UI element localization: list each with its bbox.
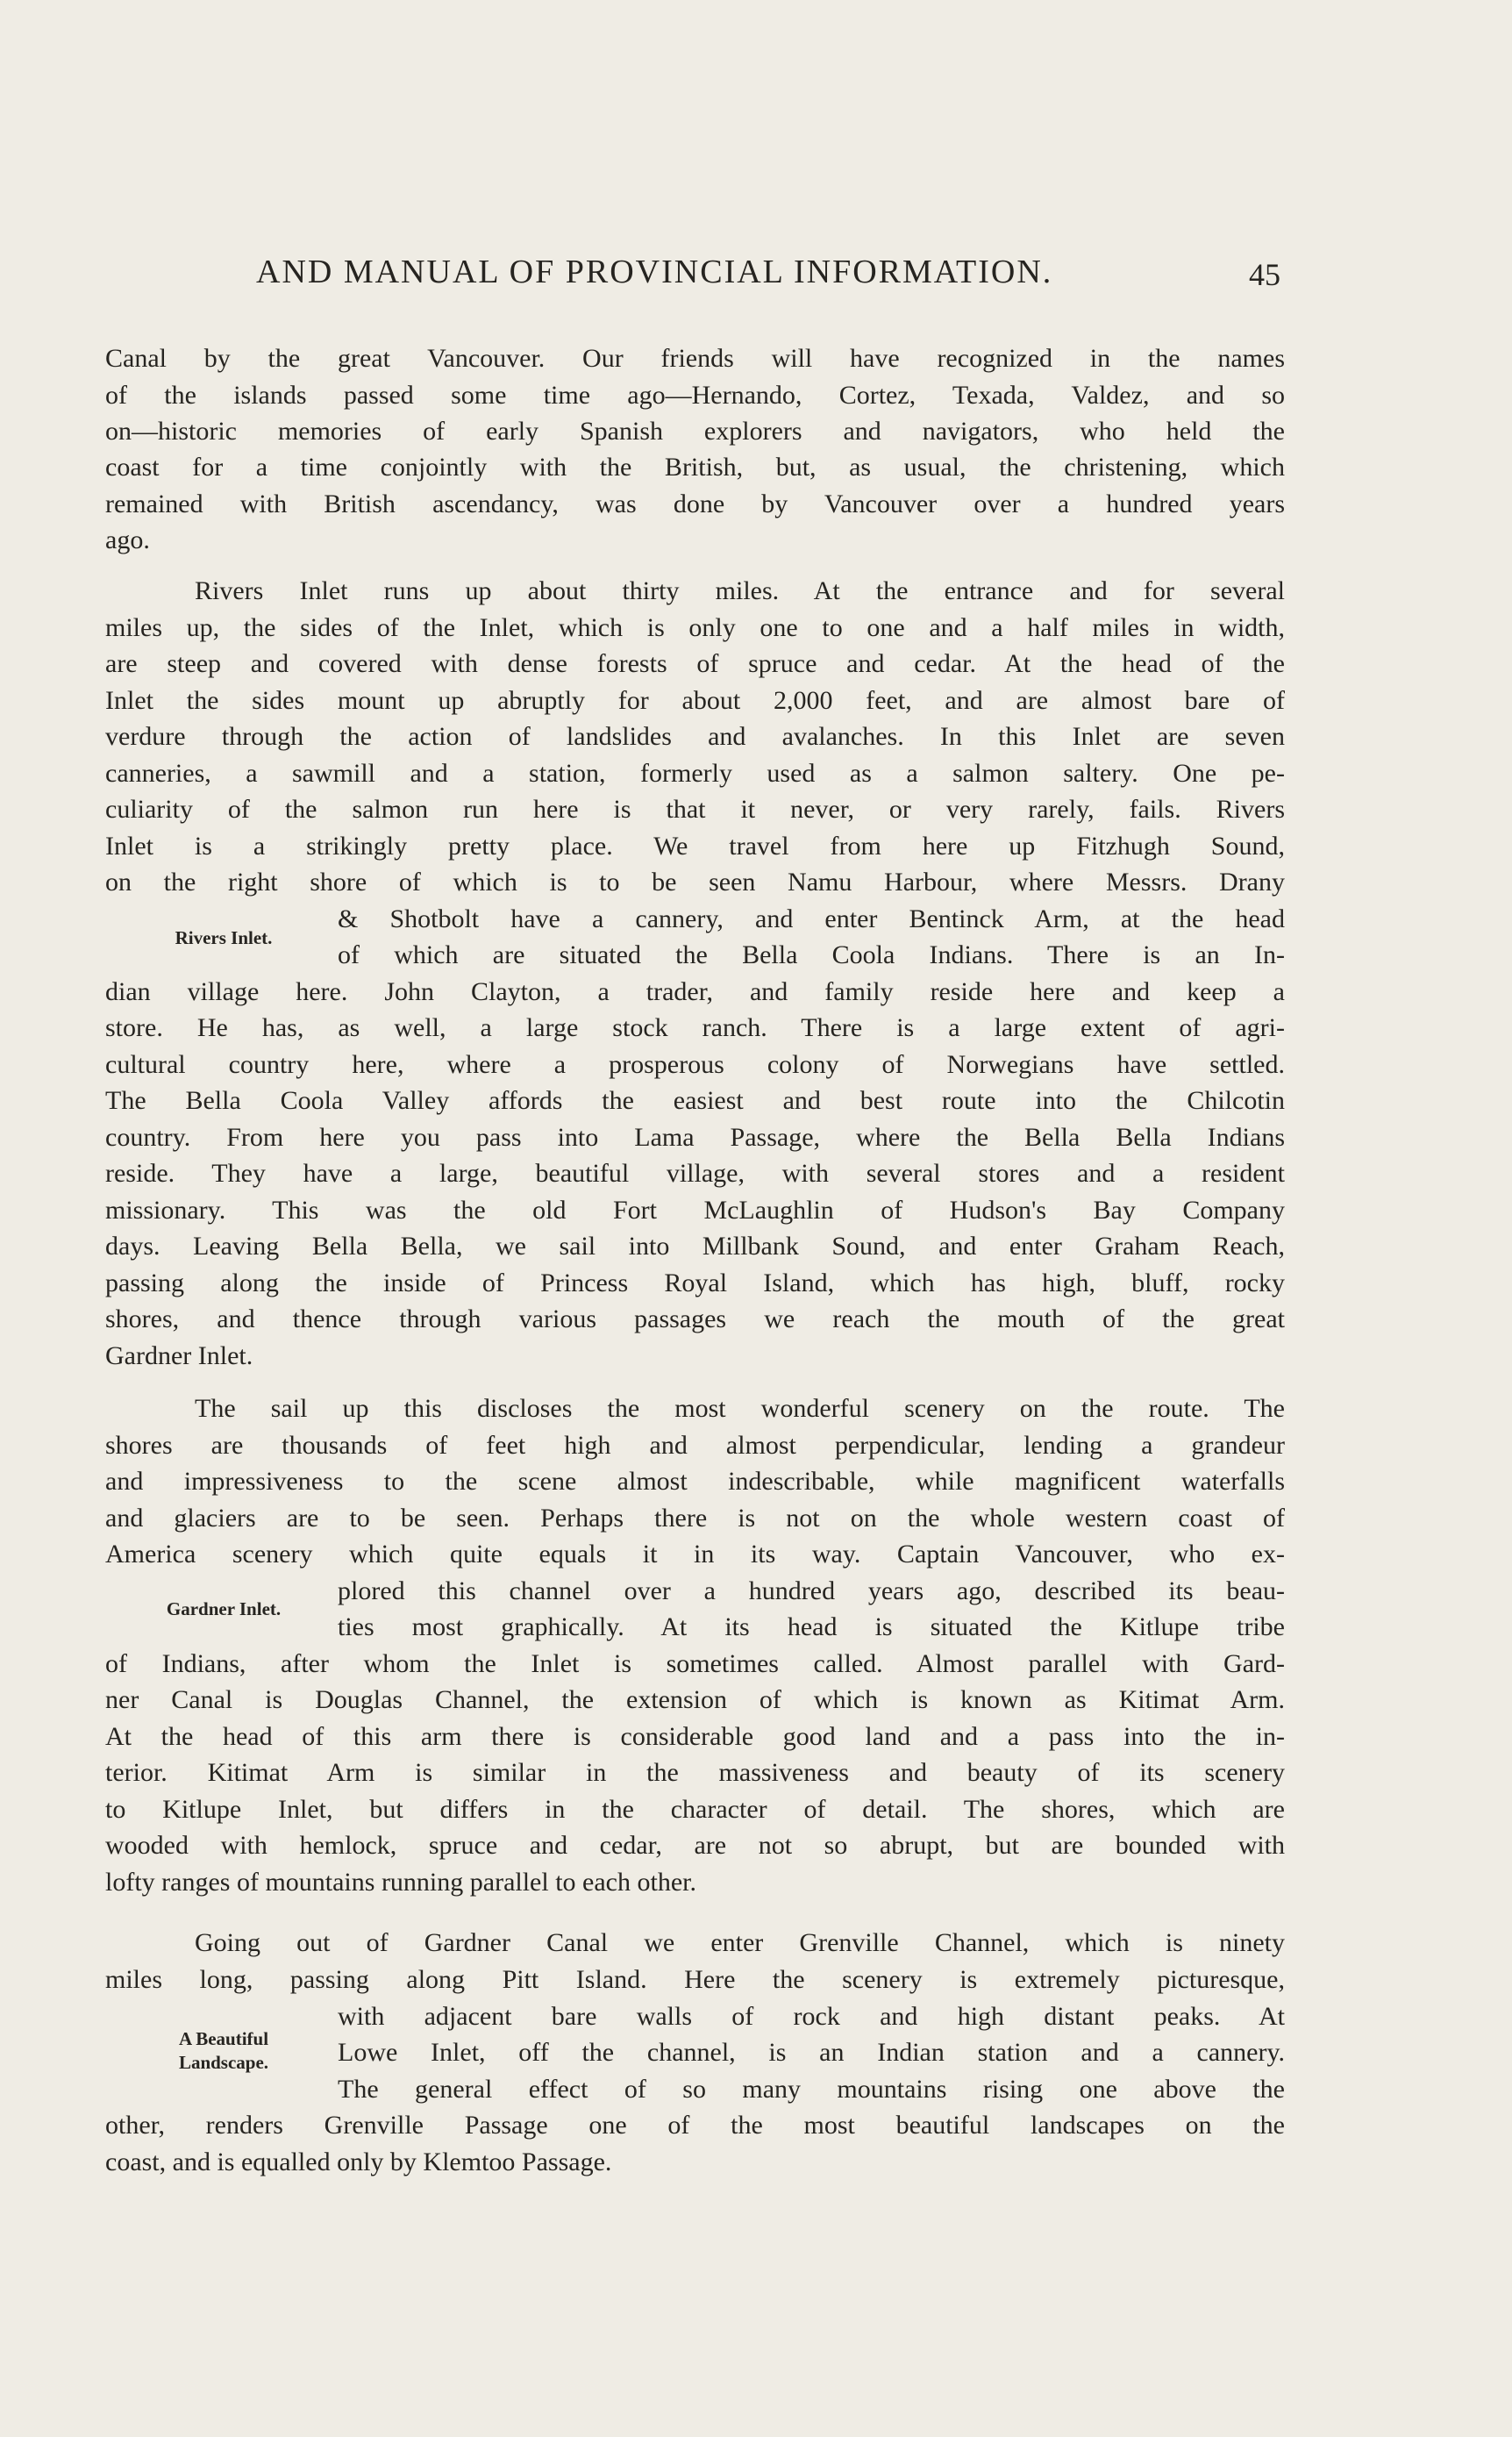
text-line: cultural country here, where a prosperous colony of Norwegians have settled. [105,1050,1285,1079]
text-line: coast, and is equalled only by Klemtoo Passage. [105,2148,612,2176]
text-line: shores are thousands of feet high and almost perpendicular, lending a grandeur [105,1431,1285,1460]
page-header [105,253,1280,302]
text-line: dian village here. John Clayton, a trader, and family reside here and keep a [105,977,1285,1006]
text-line: miles long, passing along Pitt Island. Here the scenery is extremely picturesque, [105,1965,1285,1994]
text-line: reside. They have a large, beautiful village, with several stores and a resident [105,1159,1285,1188]
text-line: terior. Kitimat Arm is similar in the massiveness and beauty of its scenery [105,1758,1285,1787]
text-line: country. From here you pass into Lama Passage, where the Bella Bella Indians [105,1123,1285,1152]
text-line: Inlet is a strikingly pretty place. We travel from here up Fitzhugh Sound, [105,832,1285,861]
page-number: 45 [1249,257,1280,292]
text-line: of which are situated the Bella Coola Indians. There is an In- [338,940,1285,969]
text-line: The sail up this discloses the most wonderful scenery on the route. The [195,1394,1285,1423]
text-line: on—historic memories of early Spanish explorers and navigators, who held the [105,417,1285,446]
text-line: lofty ranges of mountains running parallel to each other. [105,1868,696,1897]
sidenote-rivers-inlet: Rivers Inlet. [175,927,273,948]
sidenote-gardner-inlet: Gardner Inlet. [166,1598,282,1619]
text-line: Rivers Inlet runs up about thirty miles. At the entrance and for several [195,576,1285,605]
text-line: on the right shore of which is to be seen Namu Harbour, where Messrs. Drany [105,868,1285,897]
sidenote-beautiful-landscape: Landscape. [178,2052,269,2073]
text-line: ties most graphically. At its head is situated the Kitlupe tribe [338,1612,1285,1641]
text-line: are steep and covered with dense forests of spruce and cedar. At the head of the [105,649,1285,678]
text-line: At the head of this arm there is considerable good land and a pass into the in- [105,1722,1285,1751]
text-line: wooded with hemlock, spruce and cedar, are not so abrupt, but are bounded with [105,1831,1285,1860]
text-line: with adjacent bare walls of rock and high distant peaks. At [338,2002,1285,2031]
text-line: missionary. This was the old Fort McLaughlin of Hudson's Bay Company [105,1196,1285,1225]
text-line: Canal by the great Vancouver. Our friends will have recognized in the names [105,344,1285,373]
text-line: Going out of Gardner Canal we enter Grenville Channel, which is ninety [195,1928,1285,1957]
text-line: Inlet the sides mount up abruptly for about 2,000 feet, and are almost bare of [105,686,1285,715]
text-line: passing along the inside of Princess Royal Island, which has high, bluff, rocky [105,1269,1285,1297]
text-line: shores, and thence through various passages we reach the mouth of the great [105,1304,1285,1333]
text-line: The general effect of so many mountains rising one above the [338,2075,1285,2104]
sidenote-beautiful-landscape: A Beautiful [178,2028,269,2049]
text-line: canneries, a sawmill and a station, formerly used as a salmon saltery. One pe- [105,759,1285,788]
text-line: & Shotbolt have a cannery, and enter Bentinck Arm, at the head [338,904,1285,933]
text-line: store. He has, as well, a large stock ranch. There is a large extent of agri- [105,1013,1285,1042]
text-line: and impressiveness to the scene almost indescribable, while magnificent waterfalls [105,1467,1285,1496]
text-line: ago. [105,525,150,554]
text-line: of Indians, after whom the Inlet is sometimes called. Almost parallel with Gard- [105,1649,1285,1678]
text-line: The Bella Coola Valley affords the easiest and best route into the Chilcotin [105,1086,1285,1115]
text-line: miles up, the sides of the Inlet, which is only one to one and a half miles in width, [105,613,1285,642]
text-line: plored this channel over a hundred years ago, described its beau- [338,1576,1285,1605]
running-head: AND MANUAL OF PROVINCIAL INFORMATION. [256,254,1053,290]
text-line: Lowe Inlet, off the channel, is an Indian station and a cannery. [338,2038,1285,2067]
text-line: to Kitlupe Inlet, but differs in the character of detail. The shores, which are [105,1795,1285,1824]
text-line: other, renders Grenville Passage one of the most beautiful landscapes on the [105,2111,1285,2140]
text-line: culiarity of the salmon run here is that it never, or very rarely, fails. Rivers [105,795,1285,824]
text-line: coast for a time conjointly with the British, but, as usual, the christening, which [105,453,1285,482]
text-line: America scenery which quite equals it in its way. Captain Vancouver, who ex- [105,1540,1285,1569]
text-line: remained with British ascendancy, was done by Vancouver over a hundred years [105,490,1285,518]
text-line: Gardner Inlet. [105,1341,253,1370]
text-line: days. Leaving Bella Bella, we sail into Millbank Sound, and enter Graham Reach, [105,1232,1285,1261]
text-line: and glaciers are to be seen. Perhaps there is not on the whole western coast of [105,1504,1285,1533]
text-line: verdure through the action of landslides and avalanches. In this Inlet are seven [105,722,1285,751]
text-line: ner Canal is Douglas Channel, the extension of which is known as Kitimat Arm. [105,1685,1285,1714]
text-line: of the islands passed some time ago—Hernando, Cortez, Texada, Valdez, and so [105,381,1285,410]
